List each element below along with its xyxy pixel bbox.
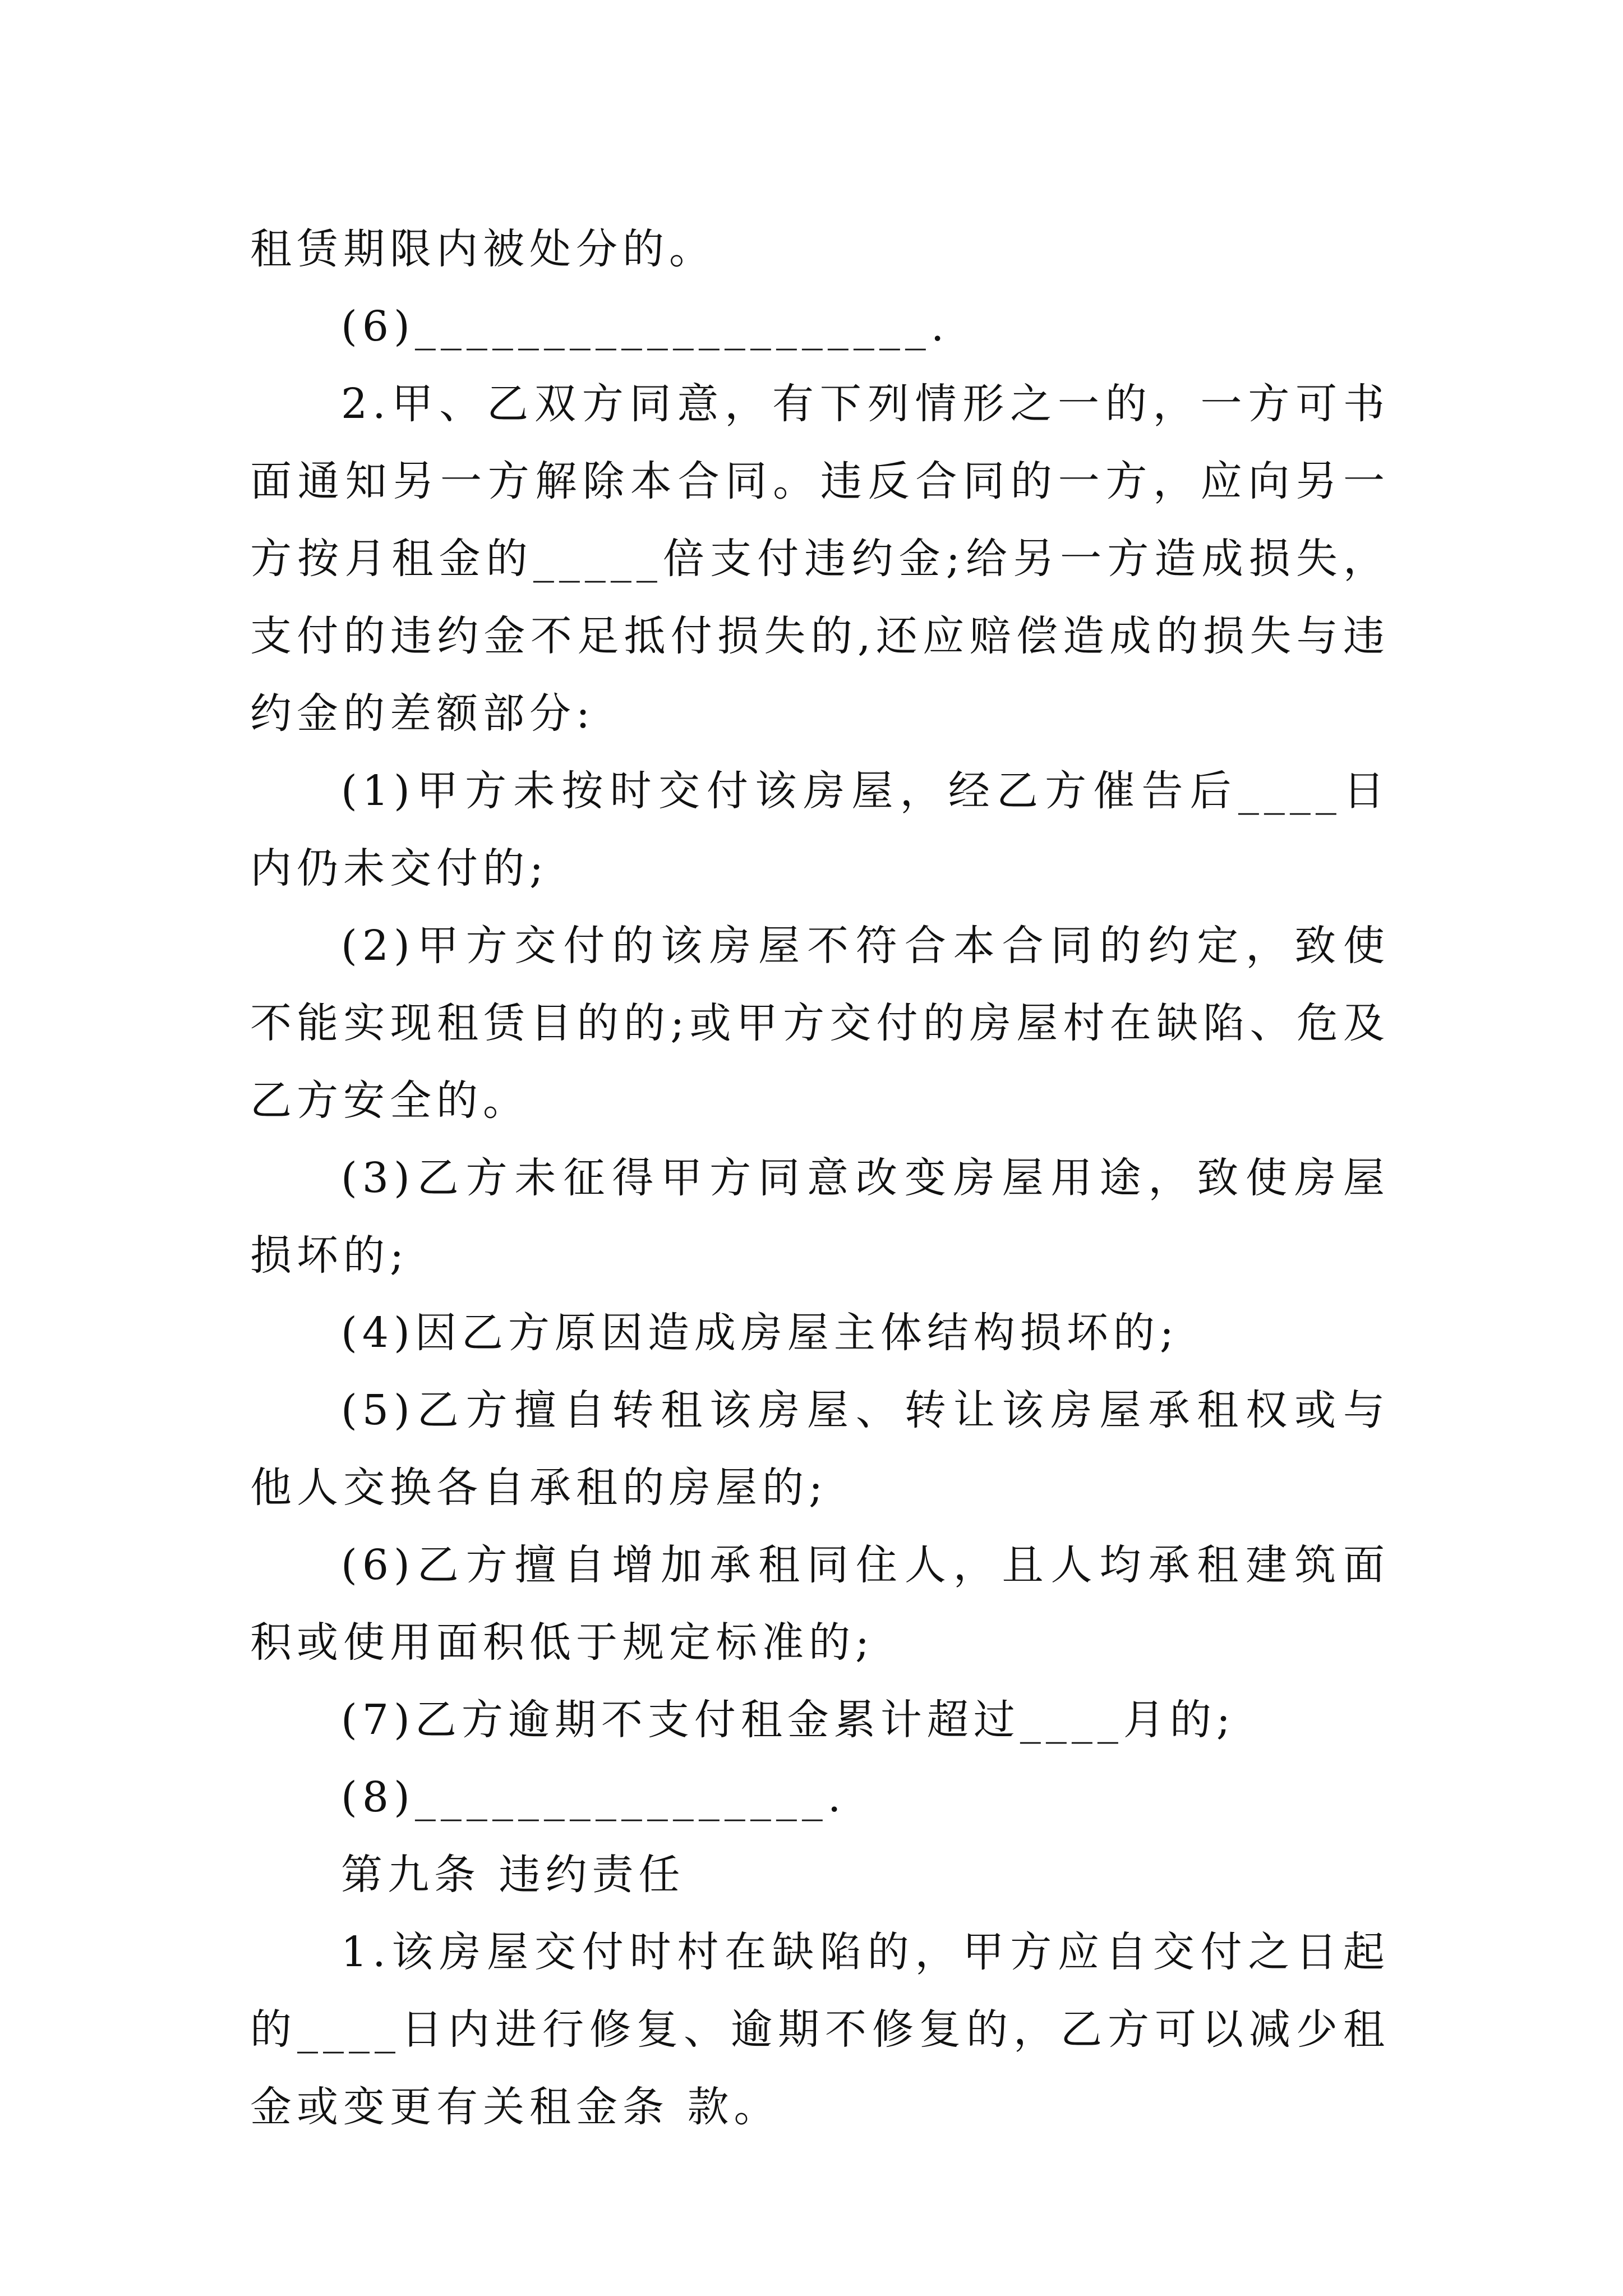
paragraph: (6)____________________. (341, 302, 949, 351)
section-heading: 第九条 违约责任 (341, 1851, 685, 1899)
paragraph: (1)甲方未按时交付该房屋，经乙方催告后____日内仍未交付的; (250, 767, 1390, 892)
paragraph: (2)甲方交付的该房屋不符合本合同的约定，致使不能实现租赁目的的;或甲方交付的房屋村在缺陷、危及乙方安全的。 (250, 922, 1390, 1125)
paragraph: (6)乙方擅自增加承租同住人，且人均承租建筑面积或使用面积低于规定标准的; (250, 1541, 1390, 1667)
paragraph: (5)乙方擅自转租该房屋、转让该房屋承租权或与他人交换各自承租的房屋的; (250, 1386, 1390, 1512)
paragraph: (4)因乙方原因造成房屋主体结构损坏的; (341, 1309, 1179, 1357)
document-body (250, 210, 1390, 2146)
paragraph: (7)乙方逾期不支付租金累计超过____月的; (341, 1696, 1235, 1744)
paragraph: 租赁期限内被处分的。 (250, 225, 716, 273)
paragraph: 1.该房屋交付时村在缺陷的，甲方应自交付之日起的____日内进行修复、逾期不修复的，乙方可以减少租金或变更有关租金条 款。 (250, 1928, 1390, 2131)
paragraph: 2.甲、乙双方同意，有下列情形之一的，一方可书面通知另一方解除本合同。违反合同的一方，应向另一方按月租金的_____倍支付违约金;给另一方造成损失，支付的违约金不足抵付损失的,还应赔偿造成的损失与违约金的差额部分: (250, 380, 1390, 738)
paragraph: (3)乙方未征得甲方同意改变房屋用途，致使房屋损坏的; (250, 1154, 1390, 1280)
paragraph: (8)________________. (341, 1773, 846, 1821)
